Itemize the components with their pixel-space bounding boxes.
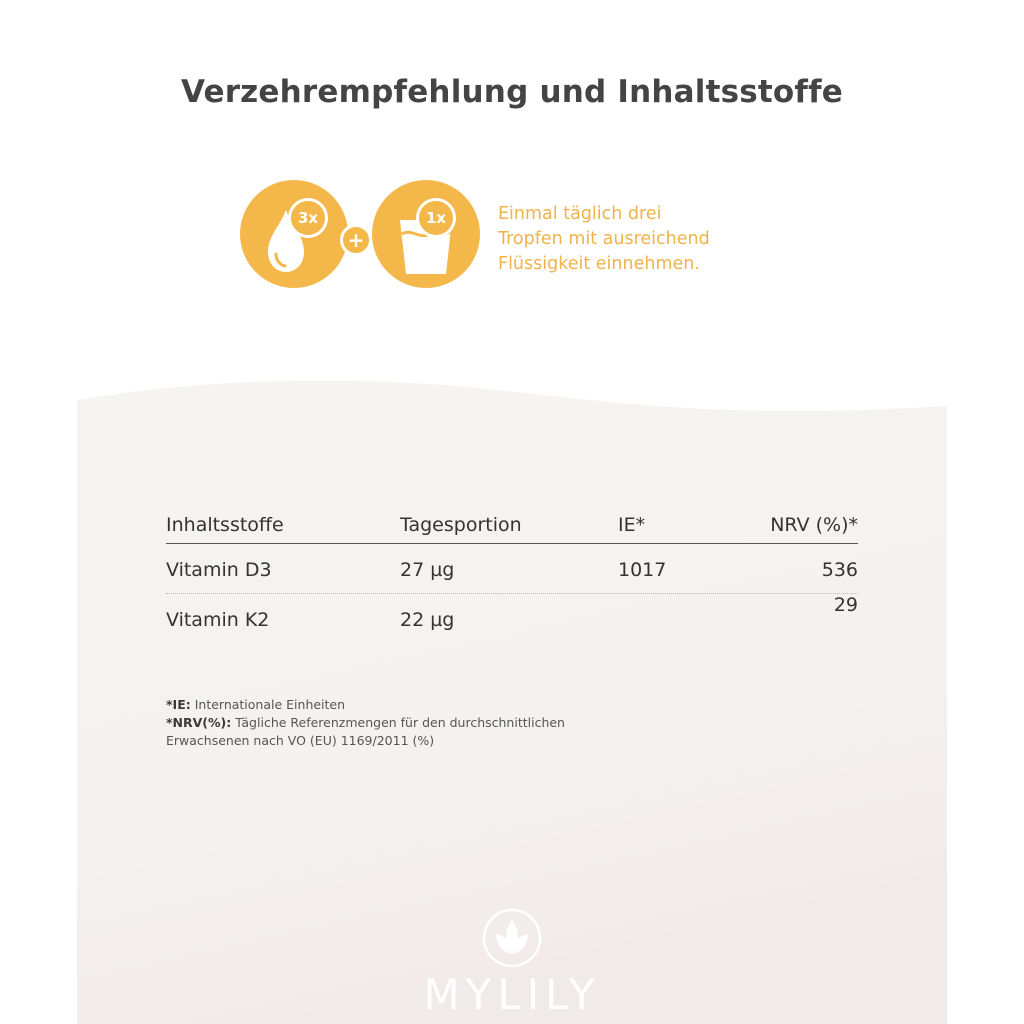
ingredient-name: Vitamin D3 — [166, 559, 272, 581]
footnote-ie-text: Internationale Einheiten — [190, 697, 346, 712]
header-daily-portion: Tagesportion — [400, 514, 522, 536]
header-ie: IE* — [618, 514, 646, 536]
table-row — [166, 594, 858, 646]
plus-sign: + — [340, 224, 372, 256]
header-nrv: NRV (%)* — [770, 514, 858, 536]
dosage-section — [240, 180, 800, 300]
lotus-icon — [482, 908, 542, 968]
ingredient-ie: 1017 — [618, 559, 667, 581]
glass-count-badge: 1x — [416, 198, 456, 238]
footnotes — [166, 696, 686, 750]
footnote-nrv — [166, 714, 686, 732]
table-header-row — [166, 510, 858, 544]
brand-name: MYLILY — [423, 970, 601, 1019]
ingredient-nrv: 536 — [821, 559, 858, 581]
ingredient-portion: 22 µg — [400, 609, 455, 631]
header-ingredient: Inhaltsstoffe — [166, 514, 284, 536]
ingredient-portion: 27 µg — [400, 559, 455, 581]
page-title: Verzehrempfehlung und Inhaltsstoffe — [180, 74, 844, 110]
dosage-instruction — [498, 202, 798, 277]
ingredients-table — [166, 510, 858, 646]
ingredient-nrv: 29 — [833, 594, 858, 616]
footnote-nrv-text: Tägliche Referenzmengen für den durchschnittlichen — [231, 715, 565, 730]
footnote-ie-label: *IE: — [166, 697, 191, 712]
footnote-nrv-line2: Erwachsenen nach VO (EU) 1169/2011 (%) — [166, 733, 435, 748]
instruction-line-2: Tropfen mit ausreichend — [498, 229, 710, 249]
drop-count-badge: 3x — [288, 198, 328, 238]
drop-icon — [240, 180, 348, 288]
footnote-nrv-label: *NRV(%): — [166, 715, 232, 730]
instruction-line-1: Einmal täglich drei — [498, 204, 662, 224]
drop-circle — [240, 180, 348, 288]
instruction-line-3: Flüssigkeit einnehmen. — [498, 254, 700, 274]
ingredient-name: Vitamin K2 — [166, 609, 270, 631]
table-row — [166, 544, 858, 594]
footnote-ie — [166, 696, 686, 714]
